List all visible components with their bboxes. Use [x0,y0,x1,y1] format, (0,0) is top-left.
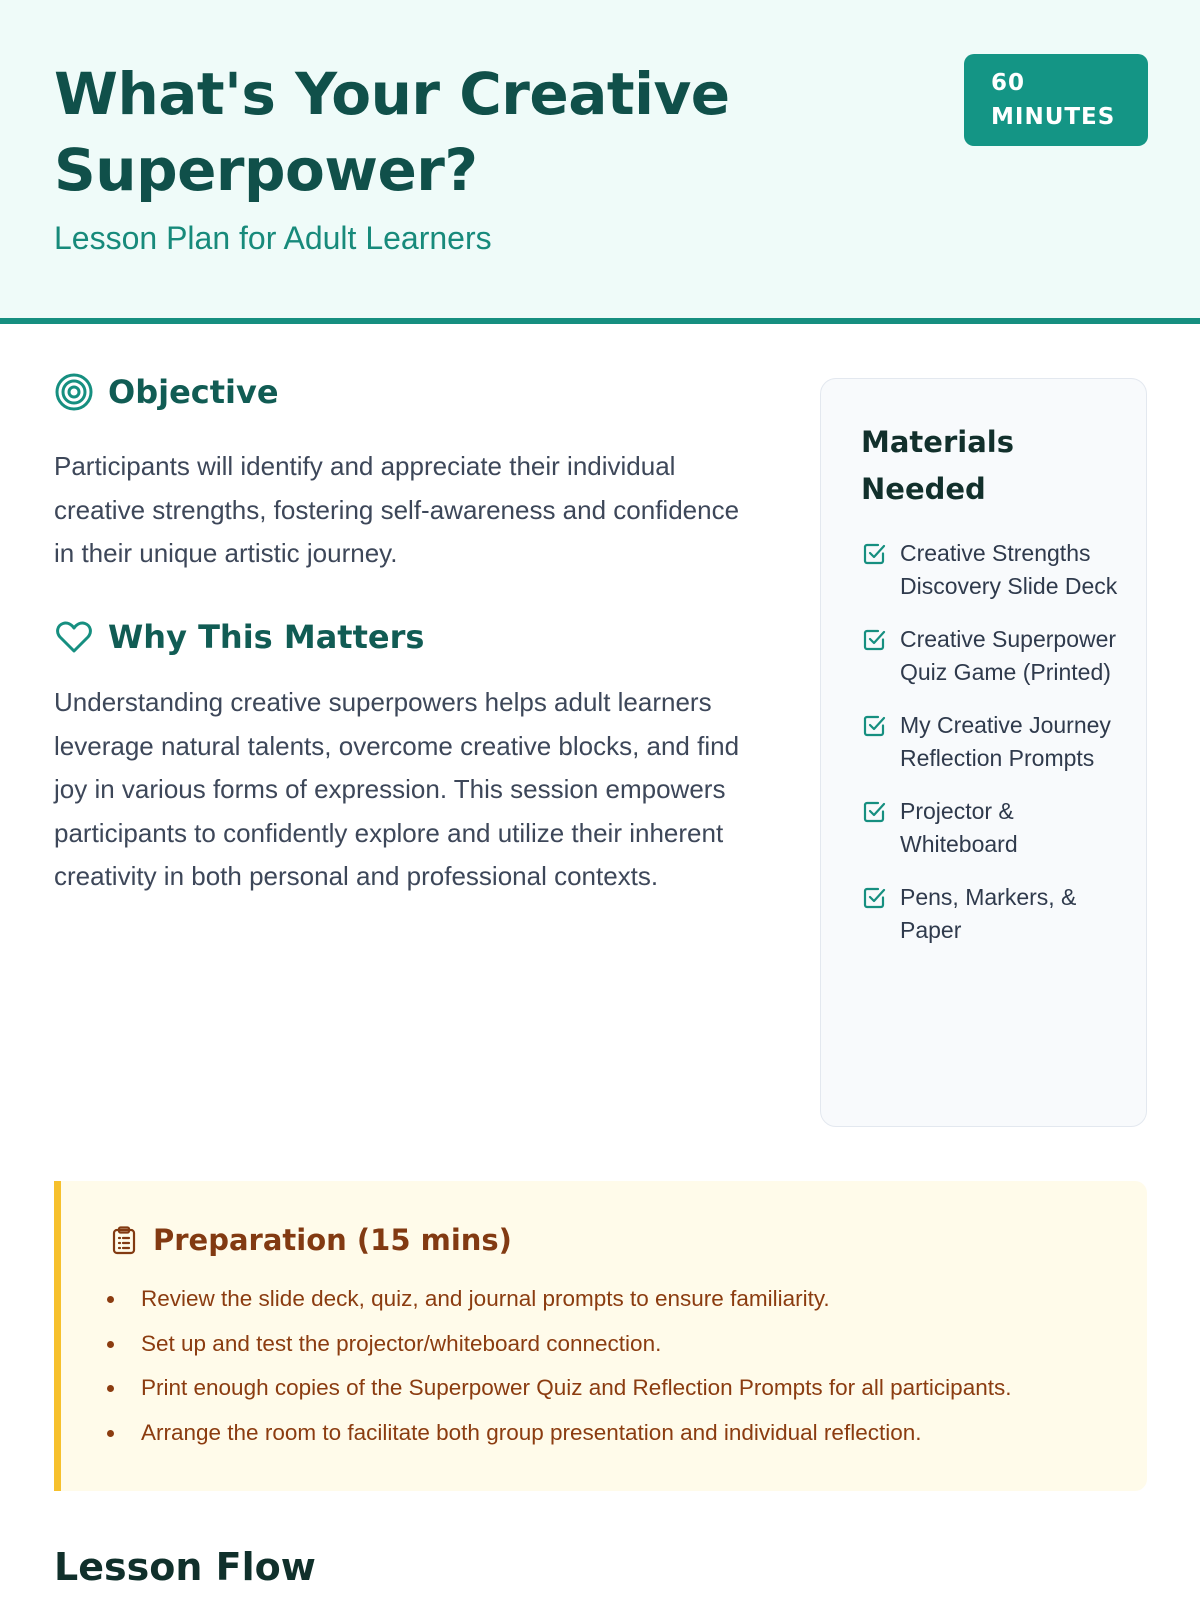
materials-heading: Materials Needed [861,425,1014,506]
checkbox-icon [861,885,887,911]
checkbox-icon [861,541,887,567]
target-icon [54,372,94,412]
list-item [861,537,1121,603]
list-item: Print enough copies of the Superpower Quiz and Reflection Prompts for all participants. [101,1366,1141,1411]
materials-list [861,537,1121,967]
page-header [0,0,1200,324]
clipboard-icon [109,1225,139,1255]
list-item [861,795,1121,861]
material-label: Creative Superpower Quiz Game (Printed) [900,626,1117,685]
checkbox-icon [861,799,887,825]
why-matters-text: Understanding creative superpowers helps adult learners leverage natural talents, overcome creative blocks, and find joy in various forms of expression. This session empowers participants to confidently explore and utilize their inherent creativity in both personal and professional contexts. [54,687,740,891]
list-item: Set up and test the projector/whiteboard connection. [101,1322,1141,1367]
objective-heading-label: Objective [108,373,279,411]
duration-badge: 60 MINUTES [964,54,1148,146]
list-item [861,881,1121,947]
checkbox-icon [861,627,887,653]
objective-heading [54,370,279,414]
why-matters-heading-label: Why This Matters [108,618,425,656]
materials-card [820,378,1147,1127]
material-label: Creative Strengths Discovery Slide Deck [900,540,1118,599]
list-item: Arrange the room to facilitate both group presentation and individual reflection. [101,1411,1141,1456]
checkbox-icon [861,713,887,739]
material-label: Pens, Markers, & Paper [900,884,1077,943]
why-matters-heading [54,615,424,659]
material-label: My Creative Journey Reflection Prompts [900,712,1111,771]
lesson-flow-heading: Lesson Flow [54,1545,316,1589]
preparation-heading-label: Preparation (15 mins) [153,1223,512,1257]
list-item [861,623,1121,689]
preparation-heading [109,1223,512,1257]
material-label: Projector & Whiteboard [900,798,1018,857]
objective-text: Participants will identify and appreciate their individual creative strengths, fostering self-awareness and confidence in their unique artistic journey. [54,451,740,568]
preparation-card [54,1181,1147,1491]
heart-icon [54,617,94,657]
page-title: What's Your Creative Superpower? [54,60,730,204]
preparation-list [101,1277,1141,1455]
page-subtitle: Lesson Plan for Adult Learners [54,220,492,256]
list-item [861,709,1121,775]
list-item: Review the slide deck, quiz, and journal prompts to ensure familiarity. [101,1277,1141,1322]
